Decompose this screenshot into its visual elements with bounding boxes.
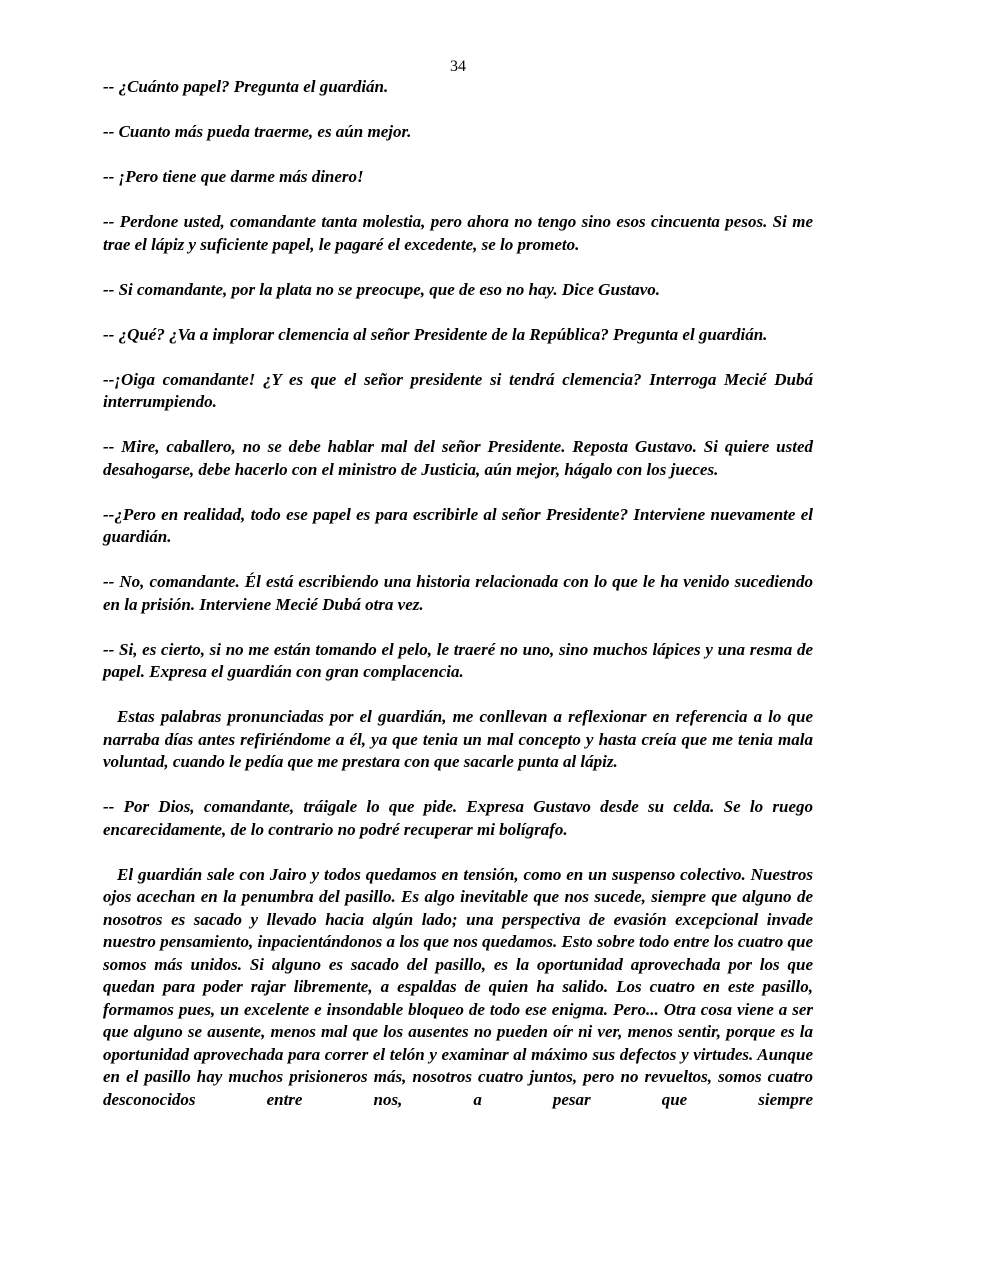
dialogue-paragraph: -- Mire, caballero, no se debe hablar mal del señor Presidente. Reposta Gustavo. Si quiere usted desahogarse, debe hacerlo con el ministro de Justicia, aún mejor, hágalo con los jueces. bbox=[103, 437, 813, 479]
dialogue-paragraph: -- No, comandante. Él está escribiendo una historia relacionada con lo que le ha venido sucediendo en la prisión. Interviene Mecié Dubá otra vez. bbox=[103, 572, 813, 614]
dialogue-paragraph: -- Por Dios, comandante, tráigale lo que pide. Expresa Gustavo desde su celda. Se lo ruego encarecidamente, de lo contrario no podré recuperar mi bolígrafo. bbox=[103, 797, 813, 839]
dialogue-paragraph: -- Cuanto más pueda traerme, es aún mejor. bbox=[103, 122, 412, 141]
dialogue-paragraph: -- Si comandante, por la plata no se preocupe, que de eso no hay. Dice Gustavo. bbox=[103, 279, 661, 299]
narrative-paragraph: El guardián sale con Jairo y todos quedamos en tensión, como en un suspenso colectivo. Nuestros ojos acechan en la penumbra del pasillo. Es algo inevitable que nos sucede, siempre que alguno de nosotros es sacado y llevado hacia algún lado; una perspectiva de evasión excepcional invade nuestro pensamiento, inpacientándonos a los que nos quedamos. Esto sobre todo entre los cuatro que somos más unidos. Si alguno es sacado del pasillo, es la oportunidad aprovechada por los que quedan para poder rajar libremente, a espaldas de quien ha salido. Los cuatro en este pasillo, formamos pues, un excelente e insondable bloqueo de todo ese enigma. Pero... Otra cosa viene a ser que alguno se ausente, menos mal que los ausentes no pueden oír ni ver, menos sentir, porque es la oportunidad aprovechada para correr el telón y examinar al máximo sus defectos y virtudes. Aunque en el pasillo hay muchos prisioneros más, nosotros cuatro juntos, pero no revueltos, somos cuatro desconocidos entre nos, a pesar que siempre bbox=[103, 864, 813, 1109]
dialogue-paragraph: -- Perdone usted, comandante tanta molestia, pero ahora no tengo sino esos cincuenta pesos. Si me trae el lápiz y suficiente papel, le pagaré el excedente, se lo prometo. bbox=[103, 212, 813, 254]
dialogue-paragraph: -- ¡Pero tiene que darme más dinero! bbox=[103, 167, 364, 186]
page-body bbox=[103, 76, 813, 1111]
dialogue-paragraph: -- Si, es cierto, si no me están tomando el pelo, le traeré no uno, sino muchos lápices y una resma de papel. Expresa el guardián con gran complacencia. bbox=[103, 639, 813, 681]
dialogue-paragraph: --¿Pero en realidad, todo ese papel es para escribirle al señor Presidente? Interviene nuevamente el guardián. bbox=[103, 504, 813, 546]
dialogue-paragraph: --¡Oiga comandante! ¿Y es que el señor presidente si tendrá clemencia? Interroga Mecié Dubá interrumpiendo. bbox=[103, 369, 813, 411]
dialogue-paragraph: -- ¿Qué? ¿Va a implorar clemencia al señor Presidente de la República? Pregunta el guardián. bbox=[103, 324, 768, 344]
narrative-paragraph: Estas palabras pronunciadas por el guardián, me conllevan a reflexionar en referencia a lo que narraba días antes refiriéndome a él, ya que tenia un mal concepto y hasta creía que me tenia mala voluntad, cuando le pedía que me prestara con que sacarle punta al lápiz. bbox=[103, 707, 813, 771]
dialogue-paragraph: -- ¿Cuánto papel? Pregunta el guardián. bbox=[103, 77, 389, 96]
page-number: 34 bbox=[450, 58, 466, 75]
